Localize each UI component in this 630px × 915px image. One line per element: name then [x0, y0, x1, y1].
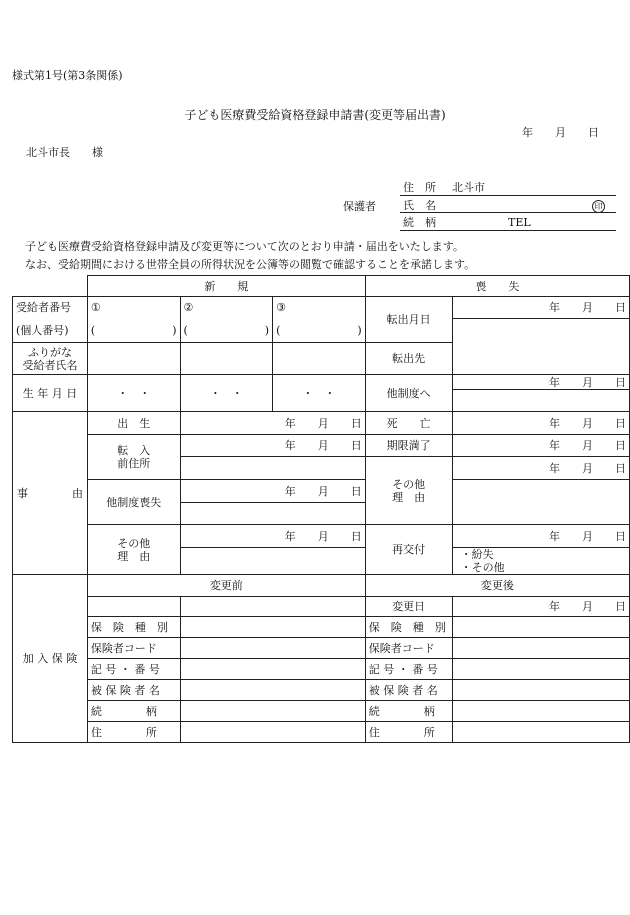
insurer-code-label-after: 保険者コード: [365, 638, 452, 659]
birth-label: 出 生: [87, 412, 180, 435]
other-reason-loss-label: その他 理 由: [365, 457, 452, 525]
other-reason-label: その他 理 由: [87, 525, 180, 575]
reissue-date-field[interactable]: 年 月 日: [452, 525, 629, 548]
address-label-before: 住 所: [87, 722, 180, 743]
birthdate-2[interactable]: ・ ・: [180, 375, 273, 412]
address-after[interactable]: [452, 722, 629, 743]
insurance-type-before[interactable]: [180, 617, 365, 638]
recipient-no-label: 受給者番号: [13, 297, 88, 319]
insured-name-after[interactable]: [452, 680, 629, 701]
symbol-number-label-after: 記 号 ・ 番 号: [365, 659, 452, 680]
moveout-date-field[interactable]: 年 月 日: [452, 297, 629, 319]
birth-date-field[interactable]: 年 月 日: [180, 412, 365, 435]
recipient-no-1[interactable]: ①: [87, 297, 180, 319]
other-system-loss-label: 他制度喪失: [87, 480, 180, 525]
intro-line-2: なお、受給期間における世帯全員の所得状況を公簿等の閲覧で確認することを承諾します。: [25, 258, 476, 271]
insured-name-label-after: 被 保 険 者 名: [365, 680, 452, 701]
intro-line-1: 子ども医療費受給資格登録申請及び変更等について次のとおり申請・届出をいたします。: [25, 240, 464, 253]
moveout-date-label: 転出月日: [365, 297, 452, 343]
furigana-name-label: ふりがな 受給者氏名: [13, 343, 88, 375]
addressee: 北斗市長 様: [26, 146, 103, 159]
insured-name-label-before: 被 保 険 者 名: [87, 680, 180, 701]
expiry-label: 期限満了: [365, 435, 452, 457]
recipient-name-2[interactable]: [180, 343, 273, 375]
recipient-name-1[interactable]: [87, 343, 180, 375]
insurance-type-label-after: 保 険 種 別: [365, 617, 452, 638]
insurance-label: 加 入 保 険: [13, 575, 88, 743]
insurance-type-after[interactable]: [452, 617, 629, 638]
insured-name-before[interactable]: [180, 680, 365, 701]
guardian-label: 保護者: [343, 200, 376, 213]
new-header: 新 規: [87, 276, 365, 297]
corner-cell: [13, 276, 88, 297]
birthdate-3[interactable]: ・ ・: [273, 375, 366, 412]
recipient-no-2[interactable]: ②: [180, 297, 273, 319]
moveout-dest-label: 転出先: [365, 343, 452, 375]
relation-after[interactable]: [452, 701, 629, 722]
reissue-label: 再交付: [365, 525, 452, 575]
form-title: 子ども医療費受給資格登録申請書(変更等届出書): [184, 108, 446, 122]
birthdate-1[interactable]: ・ ・: [87, 375, 180, 412]
relation-underline: [400, 230, 616, 231]
seal-icon: 印: [592, 199, 605, 213]
other-reason-loss-detail[interactable]: [452, 480, 629, 525]
before-blank: [87, 597, 180, 617]
my-number-2[interactable]: ( ): [180, 319, 273, 343]
other-system-loss-detail[interactable]: [180, 503, 365, 525]
recipient-name-3[interactable]: [273, 343, 366, 375]
other-system-date[interactable]: 年 月 日: [452, 375, 629, 390]
relation-label-after: 続 柄: [365, 701, 452, 722]
change-date-label: 変更日: [365, 597, 452, 617]
symbol-number-label-before: 記 号 ・ 番 号: [87, 659, 180, 680]
before-header: 変更前: [87, 575, 365, 597]
tel-label: TEL: [508, 216, 531, 229]
address-label-after: 住 所: [365, 722, 452, 743]
moveout-dest-field[interactable]: [452, 319, 629, 375]
application-form-table: [12, 275, 630, 743]
insurer-code-before[interactable]: [180, 638, 365, 659]
loss-header: 喪 失: [365, 276, 629, 297]
previous-address-field[interactable]: [180, 457, 365, 480]
insurer-code-after[interactable]: [452, 638, 629, 659]
other-system-loss-date[interactable]: 年 月 日: [180, 480, 365, 503]
name-label: 氏 名: [403, 199, 436, 212]
name-underline: [400, 212, 616, 213]
my-number-label: (個人番号): [13, 319, 88, 343]
symbol-number-before[interactable]: [180, 659, 365, 680]
expiry-date-field[interactable]: 年 月 日: [452, 435, 629, 457]
other-reason-loss-date[interactable]: 年 月 日: [452, 457, 629, 480]
after-header: 変更後: [365, 575, 629, 597]
other-reason-date[interactable]: 年 月 日: [180, 525, 365, 548]
my-number-3[interactable]: ( ): [273, 319, 366, 343]
insurer-code-label-before: 保険者コード: [87, 638, 180, 659]
relation-before[interactable]: [180, 701, 365, 722]
date-field[interactable]: 年 月 日: [522, 126, 599, 139]
address-before[interactable]: [180, 722, 365, 743]
insurance-type-label-before: 保 険 種 別: [87, 617, 180, 638]
other-reason-detail[interactable]: [180, 548, 365, 575]
address-value[interactable]: 北斗市: [452, 181, 485, 194]
recipient-no-3[interactable]: ③: [273, 297, 366, 319]
address-underline: [400, 195, 616, 196]
reason-label: 事 由: [13, 412, 88, 575]
symbol-number-after[interactable]: [452, 659, 629, 680]
death-date-field[interactable]: 年 月 日: [452, 412, 629, 435]
movein-label: 転 入 前住所: [87, 435, 180, 480]
my-number-1[interactable]: ( ): [87, 319, 180, 343]
reissue-options[interactable]: ・紛失 ・その他: [452, 548, 629, 575]
birthdate-label: 生 年 月 日: [13, 375, 88, 412]
relation-label: 続 柄: [403, 216, 436, 229]
before-blank-value: [180, 597, 365, 617]
relation-label-before: 続 柄: [87, 701, 180, 722]
address-label: 住 所: [403, 181, 436, 194]
other-system-detail[interactable]: [452, 390, 629, 412]
change-date-field[interactable]: 年 月 日: [452, 597, 629, 617]
movein-date-field[interactable]: 年 月 日: [180, 435, 365, 457]
death-label: 死 亡: [365, 412, 452, 435]
other-system-label: 他制度へ: [365, 375, 452, 412]
form-number: 様式第1号(第3条関係): [12, 69, 123, 82]
